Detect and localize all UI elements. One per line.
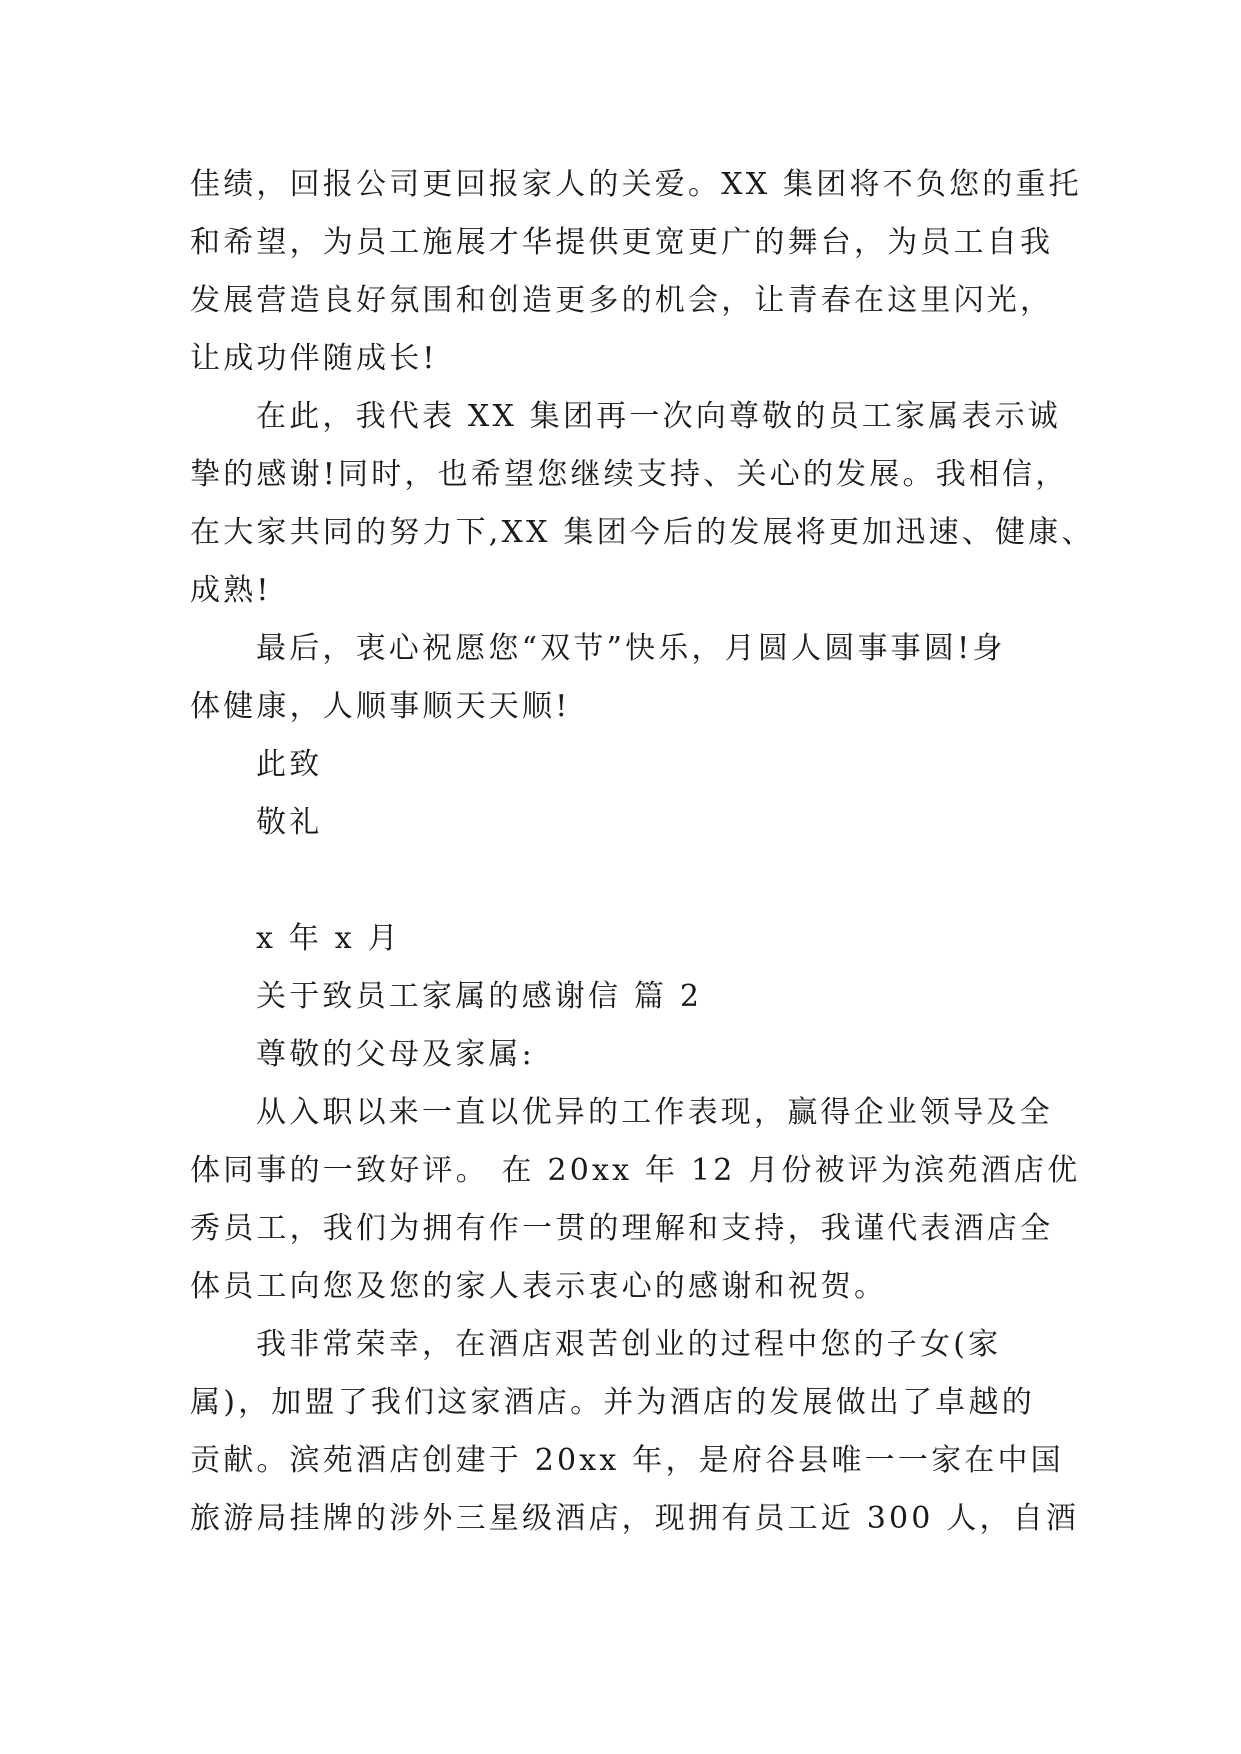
paragraph-line: 让成功伴随成长! — [190, 341, 438, 376]
paragraph-line: 我非常荣幸，在酒店艰苦创业的过程中您的子女(家 — [256, 1327, 1002, 1362]
paragraph-line: 旅游局挂牌的涉外三星级酒店，现拥有员工近 300 人，自酒 — [190, 1501, 1080, 1536]
paragraph-line: 体健康，人顺事顺天天顺! — [190, 689, 571, 724]
paragraph-line: 体员工向您及您的家人表示衷心的感谢和祝贺。 — [190, 1269, 888, 1304]
paragraph-line: 属)，加盟了我们这家酒店。并为酒店的发展做出了卓越的 — [190, 1385, 1035, 1420]
paragraph-line: 最后，衷心祝愿您“双节”快乐，月圆人圆事事圆!身 — [256, 631, 1006, 666]
closing-salutation: 此致 — [256, 747, 323, 782]
letter-date: x 年 x 月 — [256, 921, 401, 956]
paragraph-line: 贡献。滨苑酒店创建于 20xx 年，是府谷县唯一一家在中国 — [190, 1443, 1064, 1478]
paragraph-line: 和希望，为员工施展才华提供更宽更广的舞台，为员工自我 — [190, 225, 1054, 260]
paragraph-line: 挚的感谢!同时，也希望您继续支持、关心的发展。我相信， — [190, 457, 1069, 492]
section-heading: 关于致员工家属的感谢信 篇 2 — [256, 979, 703, 1014]
paragraph-line: 发展营造良好氛围和创造更多的机会，让青春在这里闪光， — [190, 283, 1054, 318]
paragraph-line: 从入职以来一直以优异的工作表现，赢得企业领导及全 — [256, 1095, 1053, 1130]
paragraph-line: 在此，我代表 XX 集团再一次向尊敬的员工家属表示诚 — [256, 399, 1061, 434]
paragraph-line: 佳绩，回报公司更回报家人的关爱。XX 集团将不负您的重托 — [190, 167, 1082, 202]
paragraph-line: 体同事的一致好评。 在 20xx 年 12 月份被评为滨苑酒店优 — [190, 1153, 1081, 1188]
paragraph-line: 在大家共同的努力下,XX 集团今后的发展将更加迅速、健康、 — [190, 515, 1095, 550]
letter-greeting: 尊敬的父母及家属: — [256, 1037, 535, 1072]
paragraph-line: 秀员工，我们为拥有作一贯的理解和支持，我谨代表酒店全 — [190, 1211, 1054, 1246]
closing-regards: 敬礼 — [256, 805, 323, 840]
paragraph-line: 成熟! — [190, 573, 272, 608]
